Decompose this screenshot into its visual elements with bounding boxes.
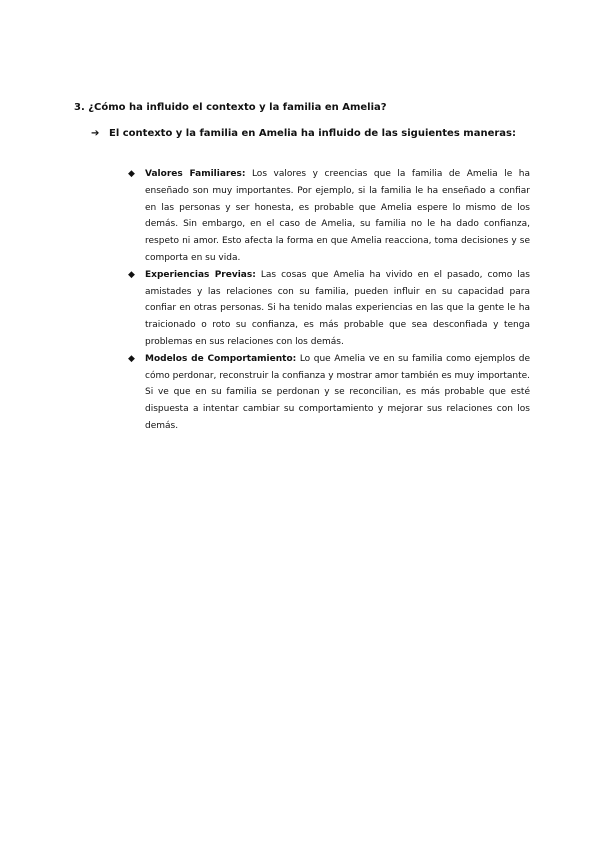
bullet-text: Las cosas que Amelia ha vivido en el pasado, como las amistades y las relaciones con su familia, pueden influir en su capacidad para confiar en otras personas. Si ha tenido malas experiencias en las que la gente le ha traicionado o roto su confianza, es más probable que sea desconfiada y tenga problemas en sus relaciones con los demás. bbox=[145, 269, 530, 347]
list-item-modelos-de-comportamiento bbox=[128, 351, 530, 435]
influence-list bbox=[128, 166, 530, 435]
question-heading: 3. ¿Cómo ha influido el contexto y la familia en Amelia? bbox=[74, 102, 387, 113]
answer-intro-text: El contexto y la familia en Amelia ha influido de las siguientes maneras: bbox=[109, 128, 516, 139]
bullet-term: Valores Familiares: bbox=[145, 169, 246, 179]
bullet-term: Modelos de Comportamiento: bbox=[145, 353, 297, 364]
diamond-bullet-icon: ◆ bbox=[128, 169, 135, 179]
answer-intro bbox=[91, 128, 516, 139]
bullet-term: Experiencias Previas: bbox=[145, 269, 256, 280]
diamond-bullet-icon: ◆ bbox=[128, 269, 135, 280]
bullet-text: Los valores y creencias que la familia de Amelia le ha enseñado son muy importantes. Por ejemplo, si la familia le ha enseñado a confiar en las personas y ser honesta, es probable que Amelia espere lo mismo de los demás. Sin embargo, en el caso de Amelia, su familia no le ha dado confianza, respeto ni amor. Esto afecta la forma en que Amelia reacciona, toma decisiones y se comporta en su vida. bbox=[145, 169, 530, 263]
list-item-valores-familiares bbox=[128, 166, 530, 267]
list-item-experiencias-previas bbox=[128, 267, 530, 351]
diamond-bullet-icon: ◆ bbox=[128, 353, 135, 364]
bullet-text: Lo que Amelia ve en su familia como ejemplos de cómo perdonar, reconstruir la confianza y mostrar amor también es muy importante. Si ve que en su familia se perdonan y se reconcilian, es más probable que esté dispuesta a intentar cambiar su comportamiento y mejorar sus relaciones con los demás. bbox=[145, 353, 530, 431]
arrow-right-icon: ➔ bbox=[91, 128, 100, 139]
